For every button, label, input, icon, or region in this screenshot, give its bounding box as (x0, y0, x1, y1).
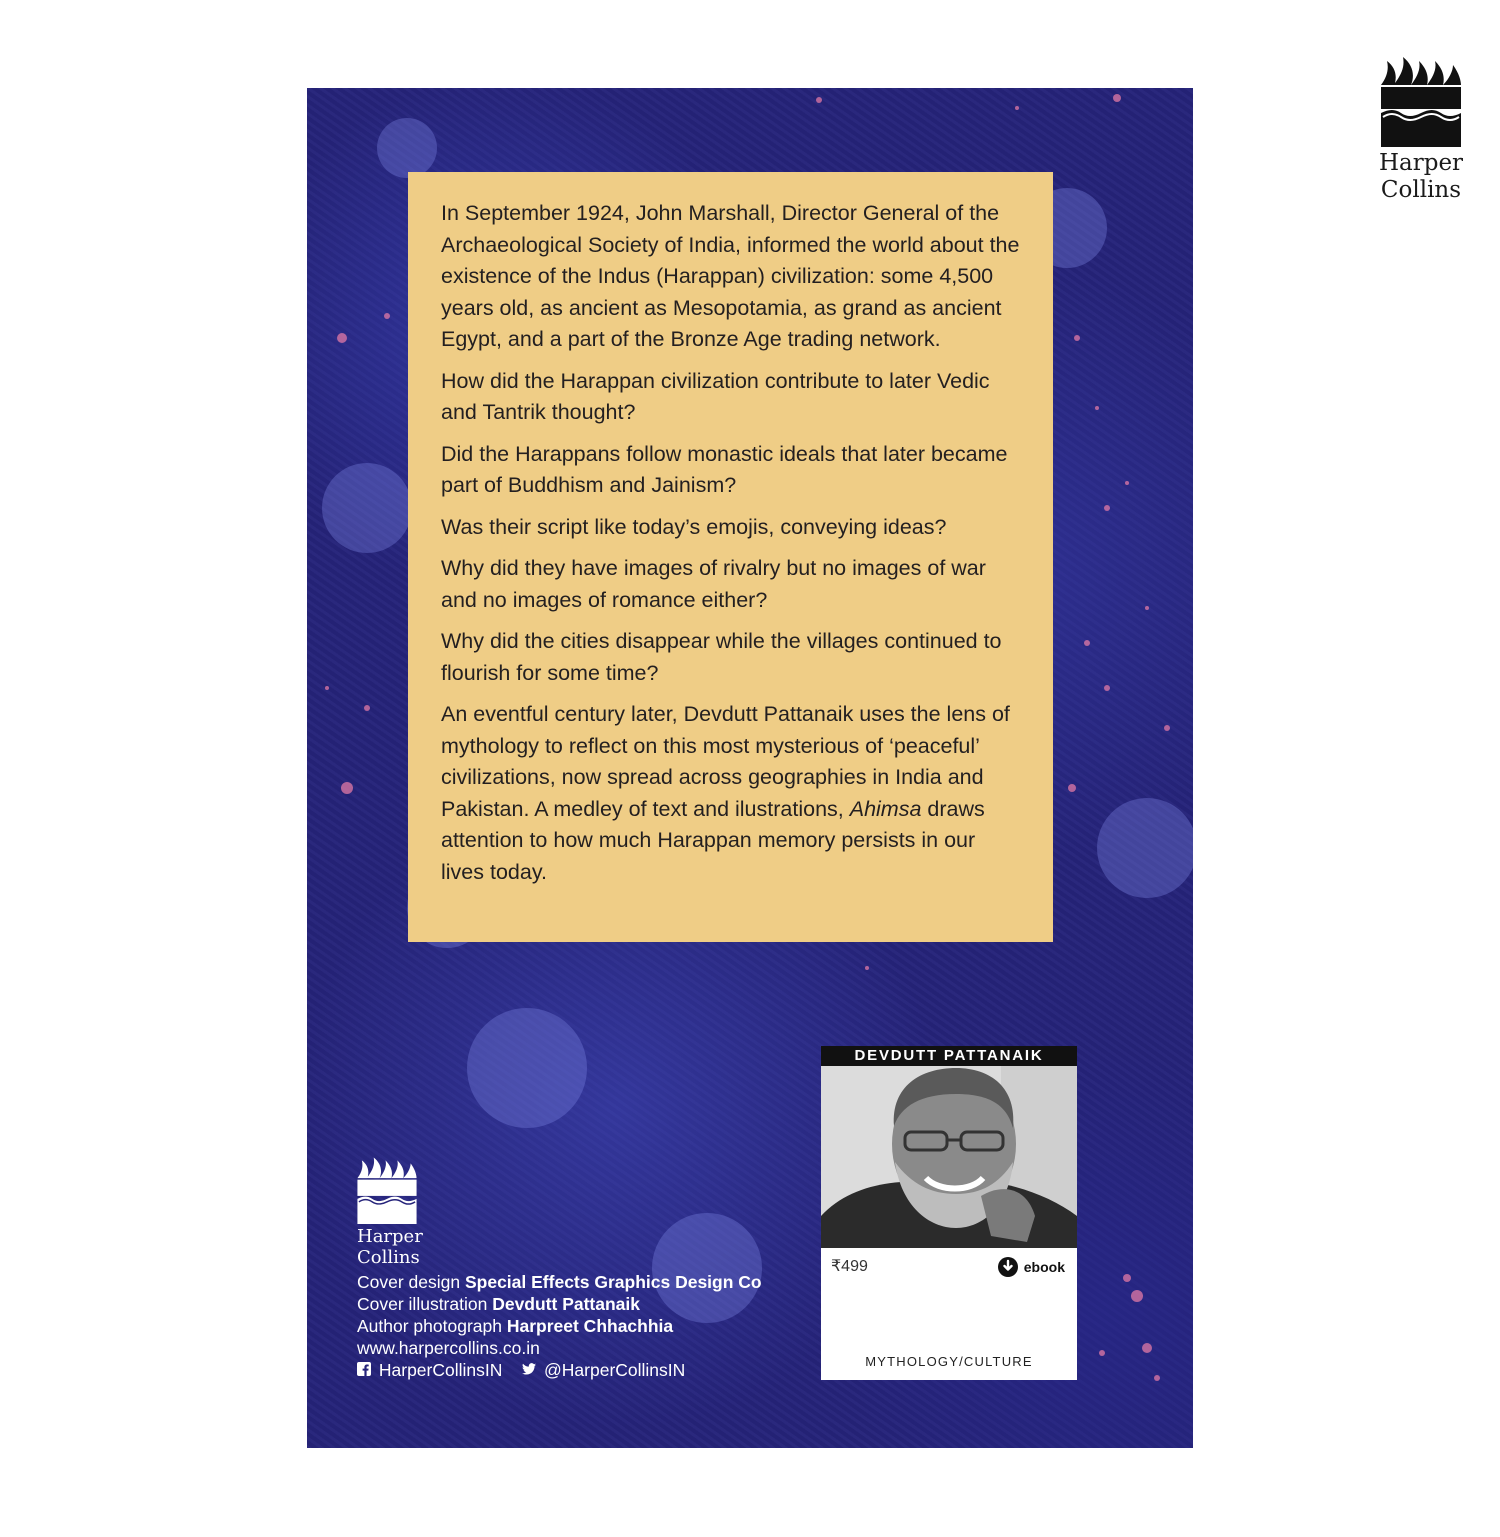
blurb-final-part-2: draws attention to how much Harappan memory persists in our lives today. (441, 796, 985, 884)
harpercollins-logo-imprint (357, 1156, 423, 1268)
blurb-paragraph-5: Why did they have images of rivalry but no images of war and no images of romance either? (441, 556, 986, 612)
facebook-handle[interactable]: HarperCollinsIN (378, 1360, 503, 1380)
harpercollins-logo-top-right (1378, 55, 1464, 204)
social-links (357, 1359, 787, 1381)
twitter-icon (522, 1362, 536, 1376)
logo-text-collins: Collins (1380, 177, 1462, 203)
website-link[interactable]: www.harpercollins.co.in (357, 1338, 540, 1358)
credits-block (357, 1271, 787, 1381)
author-photograph (821, 1066, 1077, 1248)
ebook-badge (998, 1257, 1065, 1277)
blurb-panel (408, 172, 1053, 942)
price: ₹499 (831, 1258, 868, 1275)
price-row (821, 1248, 1077, 1288)
credit-cover-design: Cover design Special Effects Graphics Design Co (357, 1272, 762, 1292)
blurb-paragraph-2: How did the Harappan civilization contribute to later Vedic and Tantrik thought? (441, 368, 990, 424)
blurb-paragraph-4: Was their script like today’s emojis, conveying ideas? (441, 514, 947, 539)
book-title-ahimsa: Ahimsa (849, 796, 922, 821)
credit-author-photograph: Author photograph Harpreet Chhachhia (357, 1316, 674, 1336)
blurb-paragraph-final (441, 699, 1023, 888)
imprint-text-harper: Harper (357, 1226, 423, 1247)
book-category: MYTHOLOGY/CULTURE (865, 1354, 1033, 1369)
logo-text-harper: Harper (1378, 150, 1464, 176)
book-back-cover (307, 88, 1193, 1448)
credit-cover-illustration: Cover illustration Devdutt Pattanaik (357, 1294, 641, 1314)
blurb-final-part-1: An eventful century later, Devdutt Pattanaik uses the lens of mythology to reflect on this most mysterious of ‘peaceful’ civilizations, now spread across geographies in India and Pakistan. A medley of text and ilustrations, (441, 702, 1010, 821)
blurb-paragraph-1: In September 1924, John Marshall, Director General of the Archaeological Society of India, informed the world about the existence of the Indus (Harappan) civilization: some 4,500 years old, as ancient as Mesopotamia, as grand as ancient Egypt, and a part of the Bronze Age trading network. (441, 201, 1020, 351)
fire-and-water-logo-icon (357, 1156, 417, 1224)
facebook-icon (357, 1362, 371, 1376)
blurb-paragraph-3: Did the Harappans follow monastic ideals that later became part of Buddhism and Jainism? (441, 441, 1008, 497)
author-name: DEVDUTT PATTANAIK (821, 1046, 1077, 1066)
author-card (821, 1046, 1077, 1380)
twitter-handle[interactable]: @HarperCollinsIN (544, 1360, 686, 1380)
imprint-text-collins: Collins (357, 1247, 420, 1268)
blurb-paragraph-6: Why did the cities disappear while the villages continued to flourish for some time? (441, 629, 1002, 685)
download-icon (998, 1257, 1018, 1277)
fire-and-water-logo-icon (1381, 55, 1461, 147)
ebook-label: ebook (1023, 1259, 1065, 1275)
